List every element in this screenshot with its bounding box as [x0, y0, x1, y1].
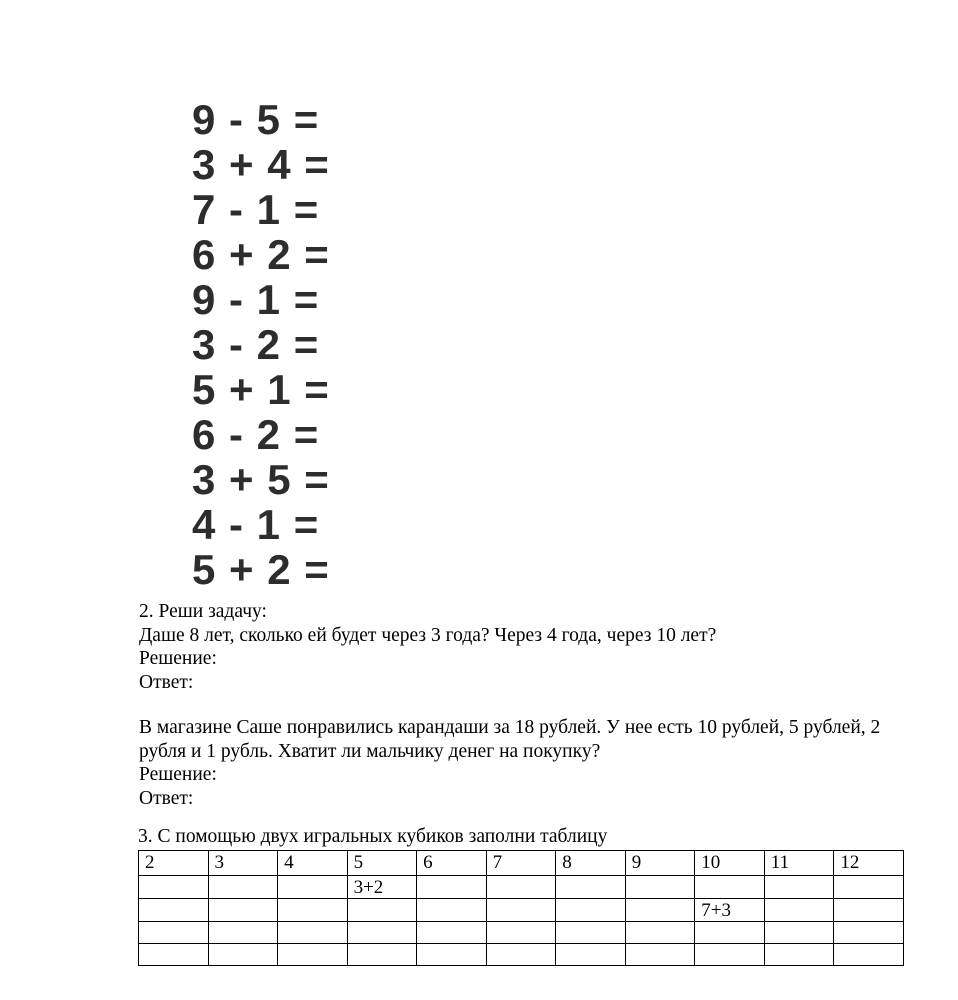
- table-cell: [278, 876, 348, 899]
- table-cell: [764, 899, 834, 922]
- table-cell: [347, 944, 417, 966]
- task2-problem1-text: Даше 8 лет, сколько ей будет через 3 года? Через 4 года, через 10 лет?: [139, 624, 717, 646]
- table-cell: [834, 899, 904, 922]
- table-header-cell: 11: [764, 851, 834, 876]
- math-expression: 9 - 5 =: [192, 96, 320, 143]
- table-cell: [347, 899, 417, 922]
- table-cell: [139, 944, 209, 966]
- task2-problem2-text-line2: рубля и 1 рубль. Хватит ли мальчику денег на покупку?: [139, 740, 601, 762]
- table-cell: [764, 876, 834, 899]
- table-header-cell: 12: [834, 851, 904, 876]
- table-cell: [208, 876, 278, 899]
- table-header-cell: 10: [695, 851, 765, 876]
- table-cell: [556, 944, 626, 966]
- math-expression: 6 - 2 =: [192, 411, 320, 458]
- table-cell: [695, 922, 765, 944]
- table-header-cell: 5: [347, 851, 417, 876]
- table-header-cell: 6: [417, 851, 487, 876]
- table-cell: [834, 922, 904, 944]
- task2-problem1-solution-label: Решение:: [139, 648, 217, 669]
- table-cell: [417, 922, 487, 944]
- table-cell: [208, 944, 278, 966]
- math-expression: 6 + 2 =: [192, 231, 330, 278]
- table-cell: [625, 944, 695, 966]
- table-cell: [556, 899, 626, 922]
- table-row: [139, 876, 904, 899]
- table-cell: [139, 899, 209, 922]
- table-row: [139, 899, 904, 922]
- task2-heading: 2. Реши задачу:: [139, 601, 267, 622]
- task2-problem2-text-line1: В магазине Саше понравились карандаши за 18 рублей. У нее есть 10 рублей, 5 рублей, 2: [139, 717, 881, 738]
- table-header-cell: 9: [625, 851, 695, 876]
- table-cell: [834, 876, 904, 899]
- math-expression: 5 + 1 =: [192, 366, 330, 413]
- table-header-cell: 8: [556, 851, 626, 876]
- table-header-cell: 2: [139, 851, 209, 876]
- table-cell: [625, 899, 695, 922]
- task2-problem2-solution-label: Решение:: [139, 764, 217, 785]
- table-row: [139, 922, 904, 944]
- table-cell: 3+2: [347, 876, 417, 899]
- math-expressions-list: [192, 97, 330, 592]
- table-header-cell: 3: [208, 851, 278, 876]
- table-cell: [695, 944, 765, 966]
- table-cell: 7+3: [695, 899, 765, 922]
- task3-block: [138, 827, 913, 966]
- table-cell: [556, 922, 626, 944]
- table-cell: [208, 922, 278, 944]
- table-cell: [417, 876, 487, 899]
- math-expression: 9 - 1 =: [192, 276, 320, 323]
- math-expression: 3 + 5 =: [192, 456, 330, 503]
- table-cell: [208, 899, 278, 922]
- table-cell: [417, 899, 487, 922]
- table-cell: [278, 944, 348, 966]
- table-header-cell: 7: [486, 851, 556, 876]
- table-cell: [486, 944, 556, 966]
- math-expression: 4 - 1 =: [192, 501, 320, 548]
- table-cell: [695, 876, 765, 899]
- table-header-cell: 4: [278, 851, 348, 876]
- table-cell: [834, 944, 904, 966]
- math-expression: 3 + 4 =: [192, 141, 330, 188]
- math-expression: 7 - 1 =: [192, 186, 320, 233]
- table-cell: [278, 922, 348, 944]
- table-row: [139, 944, 904, 966]
- table-cell: [556, 876, 626, 899]
- table-cell: [764, 944, 834, 966]
- table-cell: [625, 876, 695, 899]
- table-cell: [486, 876, 556, 899]
- table-cell: [139, 876, 209, 899]
- math-expression: 3 - 2 =: [192, 321, 320, 368]
- table-cell: [764, 922, 834, 944]
- task2-problem2-answer-label: Ответ:: [139, 787, 194, 809]
- table-header-row: [139, 851, 904, 876]
- table-cell: [278, 899, 348, 922]
- table-cell: [486, 922, 556, 944]
- task2-problem1-answer-label: Ответ:: [139, 671, 194, 693]
- table-cell: [417, 944, 487, 966]
- math-expression: 5 + 2 =: [192, 546, 330, 593]
- dice-sum-table: [138, 850, 904, 966]
- table-cell: [139, 922, 209, 944]
- table-cell: [486, 899, 556, 922]
- task2-block: [139, 600, 931, 810]
- table-cell: [625, 922, 695, 944]
- task3-heading: 3. С помощью двух игральных кубиков заполни таблицу: [138, 826, 608, 847]
- table-cell: [347, 922, 417, 944]
